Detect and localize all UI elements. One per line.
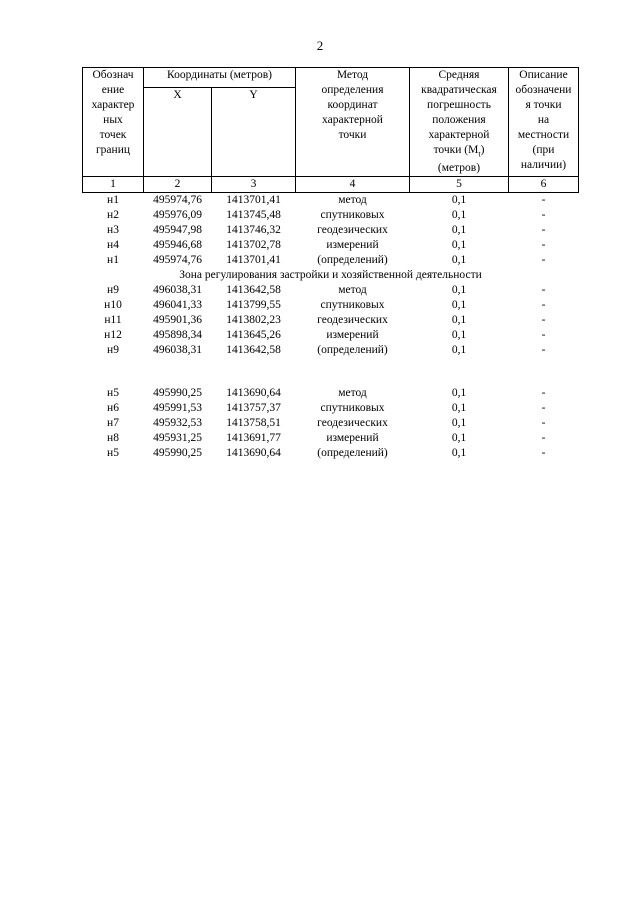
error-cell: 0,1	[451, 254, 467, 267]
y-cell: 1413745,48	[226, 209, 281, 222]
method-cell: измерений	[326, 329, 379, 342]
x-cell: 496038,31	[153, 344, 202, 357]
page-number: 2	[316, 38, 324, 53]
error-cell: 0,1	[451, 402, 467, 415]
desc-cell: -	[541, 402, 546, 415]
coordinates-table	[82, 67, 579, 461]
header-x: X	[144, 88, 212, 177]
table-row	[83, 253, 579, 268]
error-cell: 0,1	[451, 239, 467, 252]
point-cell: н8	[107, 432, 119, 445]
error-cell: 0,1	[451, 432, 467, 445]
method-cell: метод	[338, 284, 367, 297]
y-cell: 1413758,51	[226, 417, 281, 430]
y-cell: 1413690,64	[226, 447, 281, 460]
desc-cell: -	[541, 387, 546, 400]
point-cell: н5	[107, 447, 119, 460]
x-cell: 495946,68	[153, 239, 202, 252]
header-point-designation: Обознач ение характер ных точек границ	[83, 68, 144, 177]
error-cell: 0,1	[451, 387, 467, 400]
point-cell: н2	[107, 209, 119, 222]
point-cell: н10	[104, 299, 122, 312]
table-row	[83, 386, 579, 401]
desc-cell: -	[541, 254, 546, 267]
table-row	[83, 446, 579, 461]
column-number: 1	[83, 177, 144, 193]
y-cell: 1413757,37	[226, 402, 281, 415]
header-coordinates: Координаты (метров)	[144, 68, 296, 88]
x-cell: 495947,98	[153, 224, 202, 237]
column-number: 2	[144, 177, 212, 193]
table-row	[83, 193, 579, 209]
point-cell: н6	[107, 402, 119, 415]
point-cell: н9	[107, 344, 119, 357]
header-method: Метод определения координат характерной точки	[296, 68, 410, 177]
column-number: 5	[410, 177, 509, 193]
zone-title: Зона регулирования застройки и хозяйственной деятельности	[179, 269, 482, 282]
table-body	[83, 193, 579, 462]
y-cell: 1413642,58	[226, 344, 281, 357]
error-cell: 0,1	[451, 314, 467, 327]
x-cell: 495901,36	[153, 314, 202, 327]
method-cell: (определений)	[317, 447, 388, 460]
error-cell: 0,1	[451, 344, 467, 357]
error-cell: 0,1	[451, 299, 467, 312]
column-number: 3	[212, 177, 296, 193]
method-cell: измерений	[326, 432, 379, 445]
desc-cell: -	[541, 239, 546, 252]
error-cell: 0,1	[451, 447, 467, 460]
column-number: 4	[296, 177, 410, 193]
error-cell: 0,1	[451, 329, 467, 342]
header-description: Описание обозначени я точки на местности (при наличии)	[509, 68, 579, 177]
x-cell: 496041,33	[153, 299, 202, 312]
x-cell: 495990,25	[153, 387, 202, 400]
method-cell: геодезических	[317, 314, 388, 327]
y-cell: 1413702,78	[226, 239, 281, 252]
point-cell: н9	[107, 284, 119, 297]
point-cell: н11	[104, 314, 122, 327]
spacer-row	[83, 372, 579, 386]
point-cell: н7	[107, 417, 119, 430]
table-row	[83, 313, 579, 328]
desc-cell: -	[541, 417, 546, 430]
y-cell: 1413802,23	[226, 314, 281, 327]
table-row	[83, 208, 579, 223]
method-cell: геодезических	[317, 224, 388, 237]
method-cell: спутниковых	[320, 299, 385, 312]
point-cell: н1	[107, 254, 119, 267]
desc-cell: -	[541, 447, 546, 460]
table-row	[83, 416, 579, 431]
x-cell: 495990,25	[153, 447, 202, 460]
point-cell: н1	[107, 194, 119, 207]
table-row	[83, 401, 579, 416]
y-cell: 1413642,58	[226, 284, 281, 297]
method-cell: измерений	[326, 239, 379, 252]
error-cell: 0,1	[451, 209, 467, 222]
zone-title-row	[83, 268, 579, 283]
y-cell: 1413645,26	[226, 329, 281, 342]
y-cell: 1413799,55	[226, 299, 281, 312]
table-row	[83, 298, 579, 313]
x-cell: 495931,25	[153, 432, 202, 445]
desc-cell: -	[541, 224, 546, 237]
point-cell: н5	[107, 387, 119, 400]
x-cell: 495932,53	[153, 417, 202, 430]
column-number: 6	[509, 177, 579, 193]
x-cell: 495976,09	[153, 209, 202, 222]
x-cell: 495974,76	[153, 254, 202, 267]
table-row	[83, 328, 579, 343]
x-cell: 495991,53	[153, 402, 202, 415]
y-cell: 1413701,41	[226, 254, 281, 267]
x-cell: 495898,34	[153, 329, 202, 342]
method-cell: спутниковых	[320, 402, 385, 415]
y-cell: 1413691,77	[226, 432, 281, 445]
desc-cell: -	[541, 284, 546, 297]
desc-cell: -	[541, 432, 546, 445]
error-cell: 0,1	[451, 194, 467, 207]
header-mean-error: Средняя квадратическая погрешность положения характерной точки $(M_t)$ (метров)	[410, 68, 509, 177]
y-cell: 1413701,41	[226, 194, 281, 207]
table-row	[83, 343, 579, 358]
point-cell: н12	[104, 329, 122, 342]
method-cell: геодезических	[317, 417, 388, 430]
x-cell: 496038,31	[153, 284, 202, 297]
method-cell: метод	[338, 387, 367, 400]
table-row	[83, 283, 579, 298]
table-row	[83, 431, 579, 446]
desc-cell: -	[541, 194, 546, 207]
method-cell: метод	[338, 194, 367, 207]
y-cell: 1413690,64	[226, 387, 281, 400]
header-y: Y	[212, 88, 296, 177]
spacer-row	[83, 358, 579, 372]
table-row	[83, 223, 579, 238]
point-cell: н3	[107, 224, 119, 237]
point-cell: н4	[107, 239, 119, 252]
x-cell: 495974,76	[153, 194, 202, 207]
desc-cell: -	[541, 209, 546, 222]
desc-cell: -	[541, 299, 546, 312]
desc-cell: -	[541, 344, 546, 357]
y-cell: 1413746,32	[226, 224, 281, 237]
error-cell: 0,1	[451, 224, 467, 237]
desc-cell: -	[541, 329, 546, 342]
error-cell: 0,1	[451, 284, 467, 297]
error-cell: 0,1	[451, 417, 467, 430]
method-cell: спутниковых	[320, 209, 385, 222]
desc-cell: -	[541, 314, 546, 327]
method-cell: (определений)	[317, 344, 388, 357]
table-row	[83, 238, 579, 253]
method-cell: (определений)	[317, 254, 388, 267]
